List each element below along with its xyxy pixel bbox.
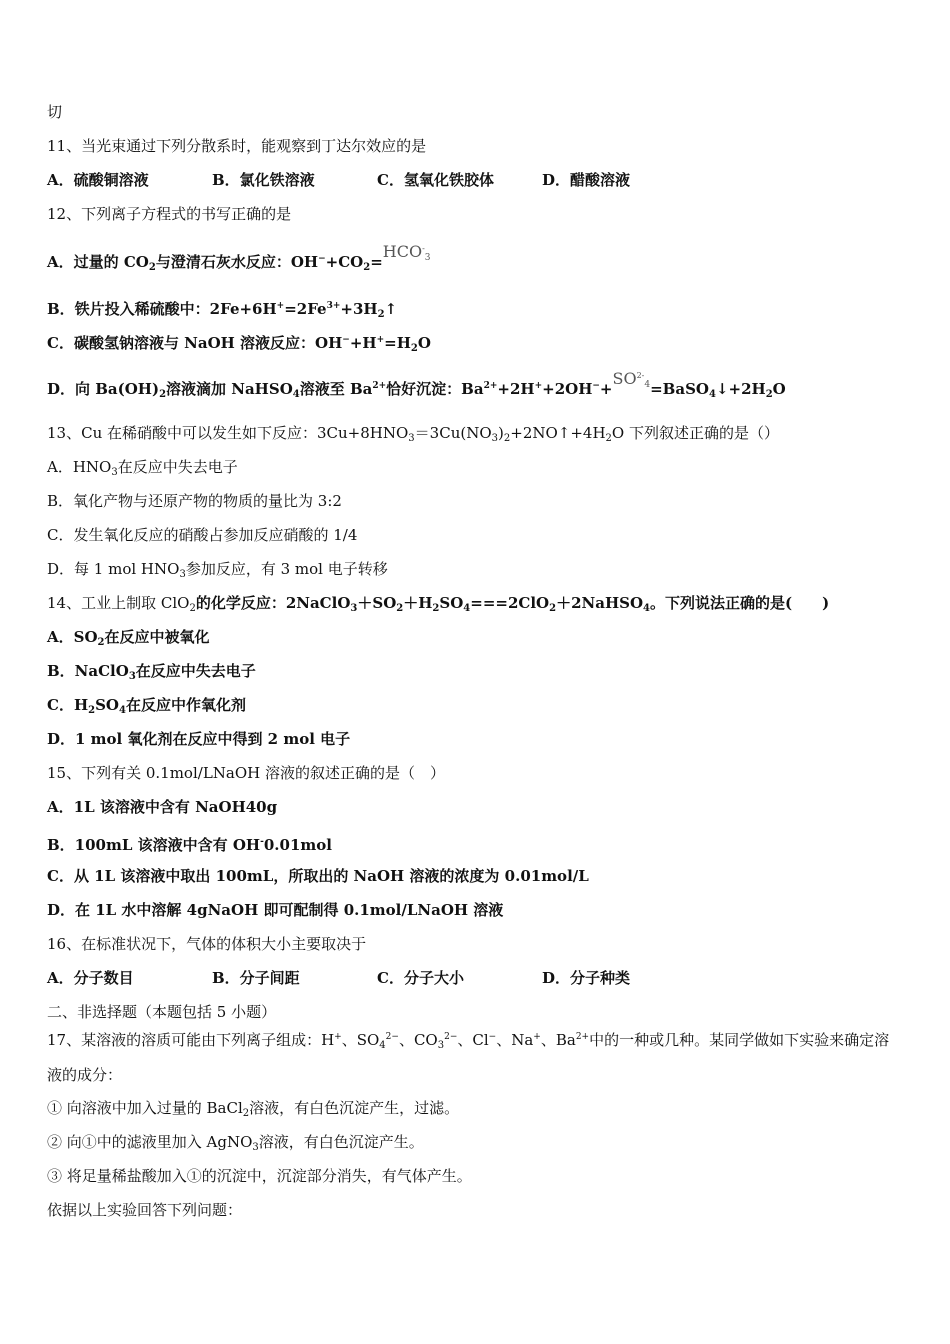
q12-option-c: C．碳酸氢钠溶液与 NaOH 溶液反应：$OH^-+H^+=H_2O$ [47,334,431,354]
q11-option-d: D．醋酸溶液 [542,171,631,189]
so4-formula-image: $SO^{2-}_4$ [612,369,651,390]
q12-stem: 12、下列离子方程式的书写正确的是 [47,205,292,223]
q13-option-b: B．氧化产物与还原产物的物质的量比为 3:2 [47,492,342,510]
q16-option-b: B．分子间距 [212,969,300,987]
lead-text: 切 [47,103,63,121]
q12-option-b: B．铁片投入稀硫酸中：$2Fe+6H^+=2Fe^{3+}+3H_2↑$ [47,300,398,320]
q15-option-d: D．在 1L 水中溶解 4gNaOH 即可配制得 0.1mol/LNaOH 溶液 [47,901,504,919]
q16-option-a: A．分子数目 [47,969,134,987]
q12-option-a: A．过量的 $CO_2$与澄清石灰水反应：$OH^-+CO_2=HCO^-_3$ [47,242,431,273]
hco3-formula-image: $HCO^-_3$ [382,242,431,263]
q15-option-c: C．从 1L 该溶液中取出 100mL，所取出的 NaOH 溶液的浓度为 0.01mol/L [47,867,589,885]
q17-prompt: 依据以上实验回答下列问题： [47,1201,243,1219]
q11-stem: 11、当光束通过下列分散系时，能观察到丁达尔效应的是 [47,137,427,155]
q14-option-b: B．NaClO$_3$在反应中失去电子 [47,662,256,682]
q14-option-c: C．$H_2SO_4$在反应中作氧化剂 [47,696,246,716]
q13-stem: 13、Cu 在稀硝酸中可以发生如下反应：$3Cu+8HNO_3=3Cu(NO_3)_2+2NO↑+4H_2O$ 下列叙述正确的是（） [47,424,779,444]
q15-stem: 15、下列有关 0.1mol/LNaOH 溶液的叙述正确的是（ ） [47,764,445,782]
q11-option-c: C．氢氧化铁胶体 [377,171,494,189]
q17-step-1: ① 向溶液中加入过量的 BaCl$_2$溶液，有白色沉淀产生，过滤。 [47,1099,460,1119]
q17-stem-continued: 液的成分： [47,1066,123,1084]
q13-option-c: C．发生氧化反应的硝酸占参加反应硝酸的 1/4 [47,526,358,544]
q13-option-a: A．$HNO_3$在反应中失去电子 [47,458,238,478]
q17-step-2: ② 向①中的滤液里加入 AgNO$_3$溶液，有白色沉淀产生。 [47,1133,424,1153]
q11-option-b: B．氯化铁溶液 [212,171,315,189]
q11-option-a: A．硫酸铜溶液 [47,171,149,189]
q15-option-b: B．100mL 该溶液中含有 OH-0.01mol [47,836,332,854]
q12-option-d: D．向 $Ba(OH)_2$溶液滴加 NaHSO$_4$溶液至 $Ba^{2+}$恰好沉淀：$Ba^{2+}+2H^++2OH^-+SO^{2-}_4=BaSO_4↓+2H_2O$ [47,369,786,400]
q17-step-3: ③ 将足量稀盐酸加入①的沉淀中，沉淀部分消失，有气体产生。 [47,1167,472,1185]
q15-option-a: A．1L 该溶液中含有 NaOH40g [47,798,278,816]
q14-option-a: A．$SO_2$在反应中被氧化 [47,628,210,648]
q14-stem: 14、工业上制取 ClO$_2$的化学反应：$2NaClO_3+SO_2+H_2SO_4===2ClO_2+2NaHSO_4$。下列说法正确的是( ) [47,594,830,614]
q16-option-d: D．分子种类 [542,969,631,987]
q17-stem: 17、某溶液的溶质可能由下列离子组成：H+、$SO_4^{2-}$、$CO_3^{2-}$、Cl−、Na+、$Ba^{2+}$中的一种或几种。某同学做如下实验来确定溶 [47,1031,890,1051]
q16-stem: 16、在标准状况下，气体的体积大小主要取决于 [47,935,367,953]
q13-option-d: D．每 1 mol $HNO_3$参加反应，有 3 mol 电子转移 [47,560,388,580]
section-heading: 二、非选择题（本题包括 5 小题） [47,1003,277,1021]
q14-option-d: D．1 mol 氧化剂在反应中得到 2 mol 电子 [47,730,351,748]
q16-option-c: C．分子大小 [377,969,464,987]
